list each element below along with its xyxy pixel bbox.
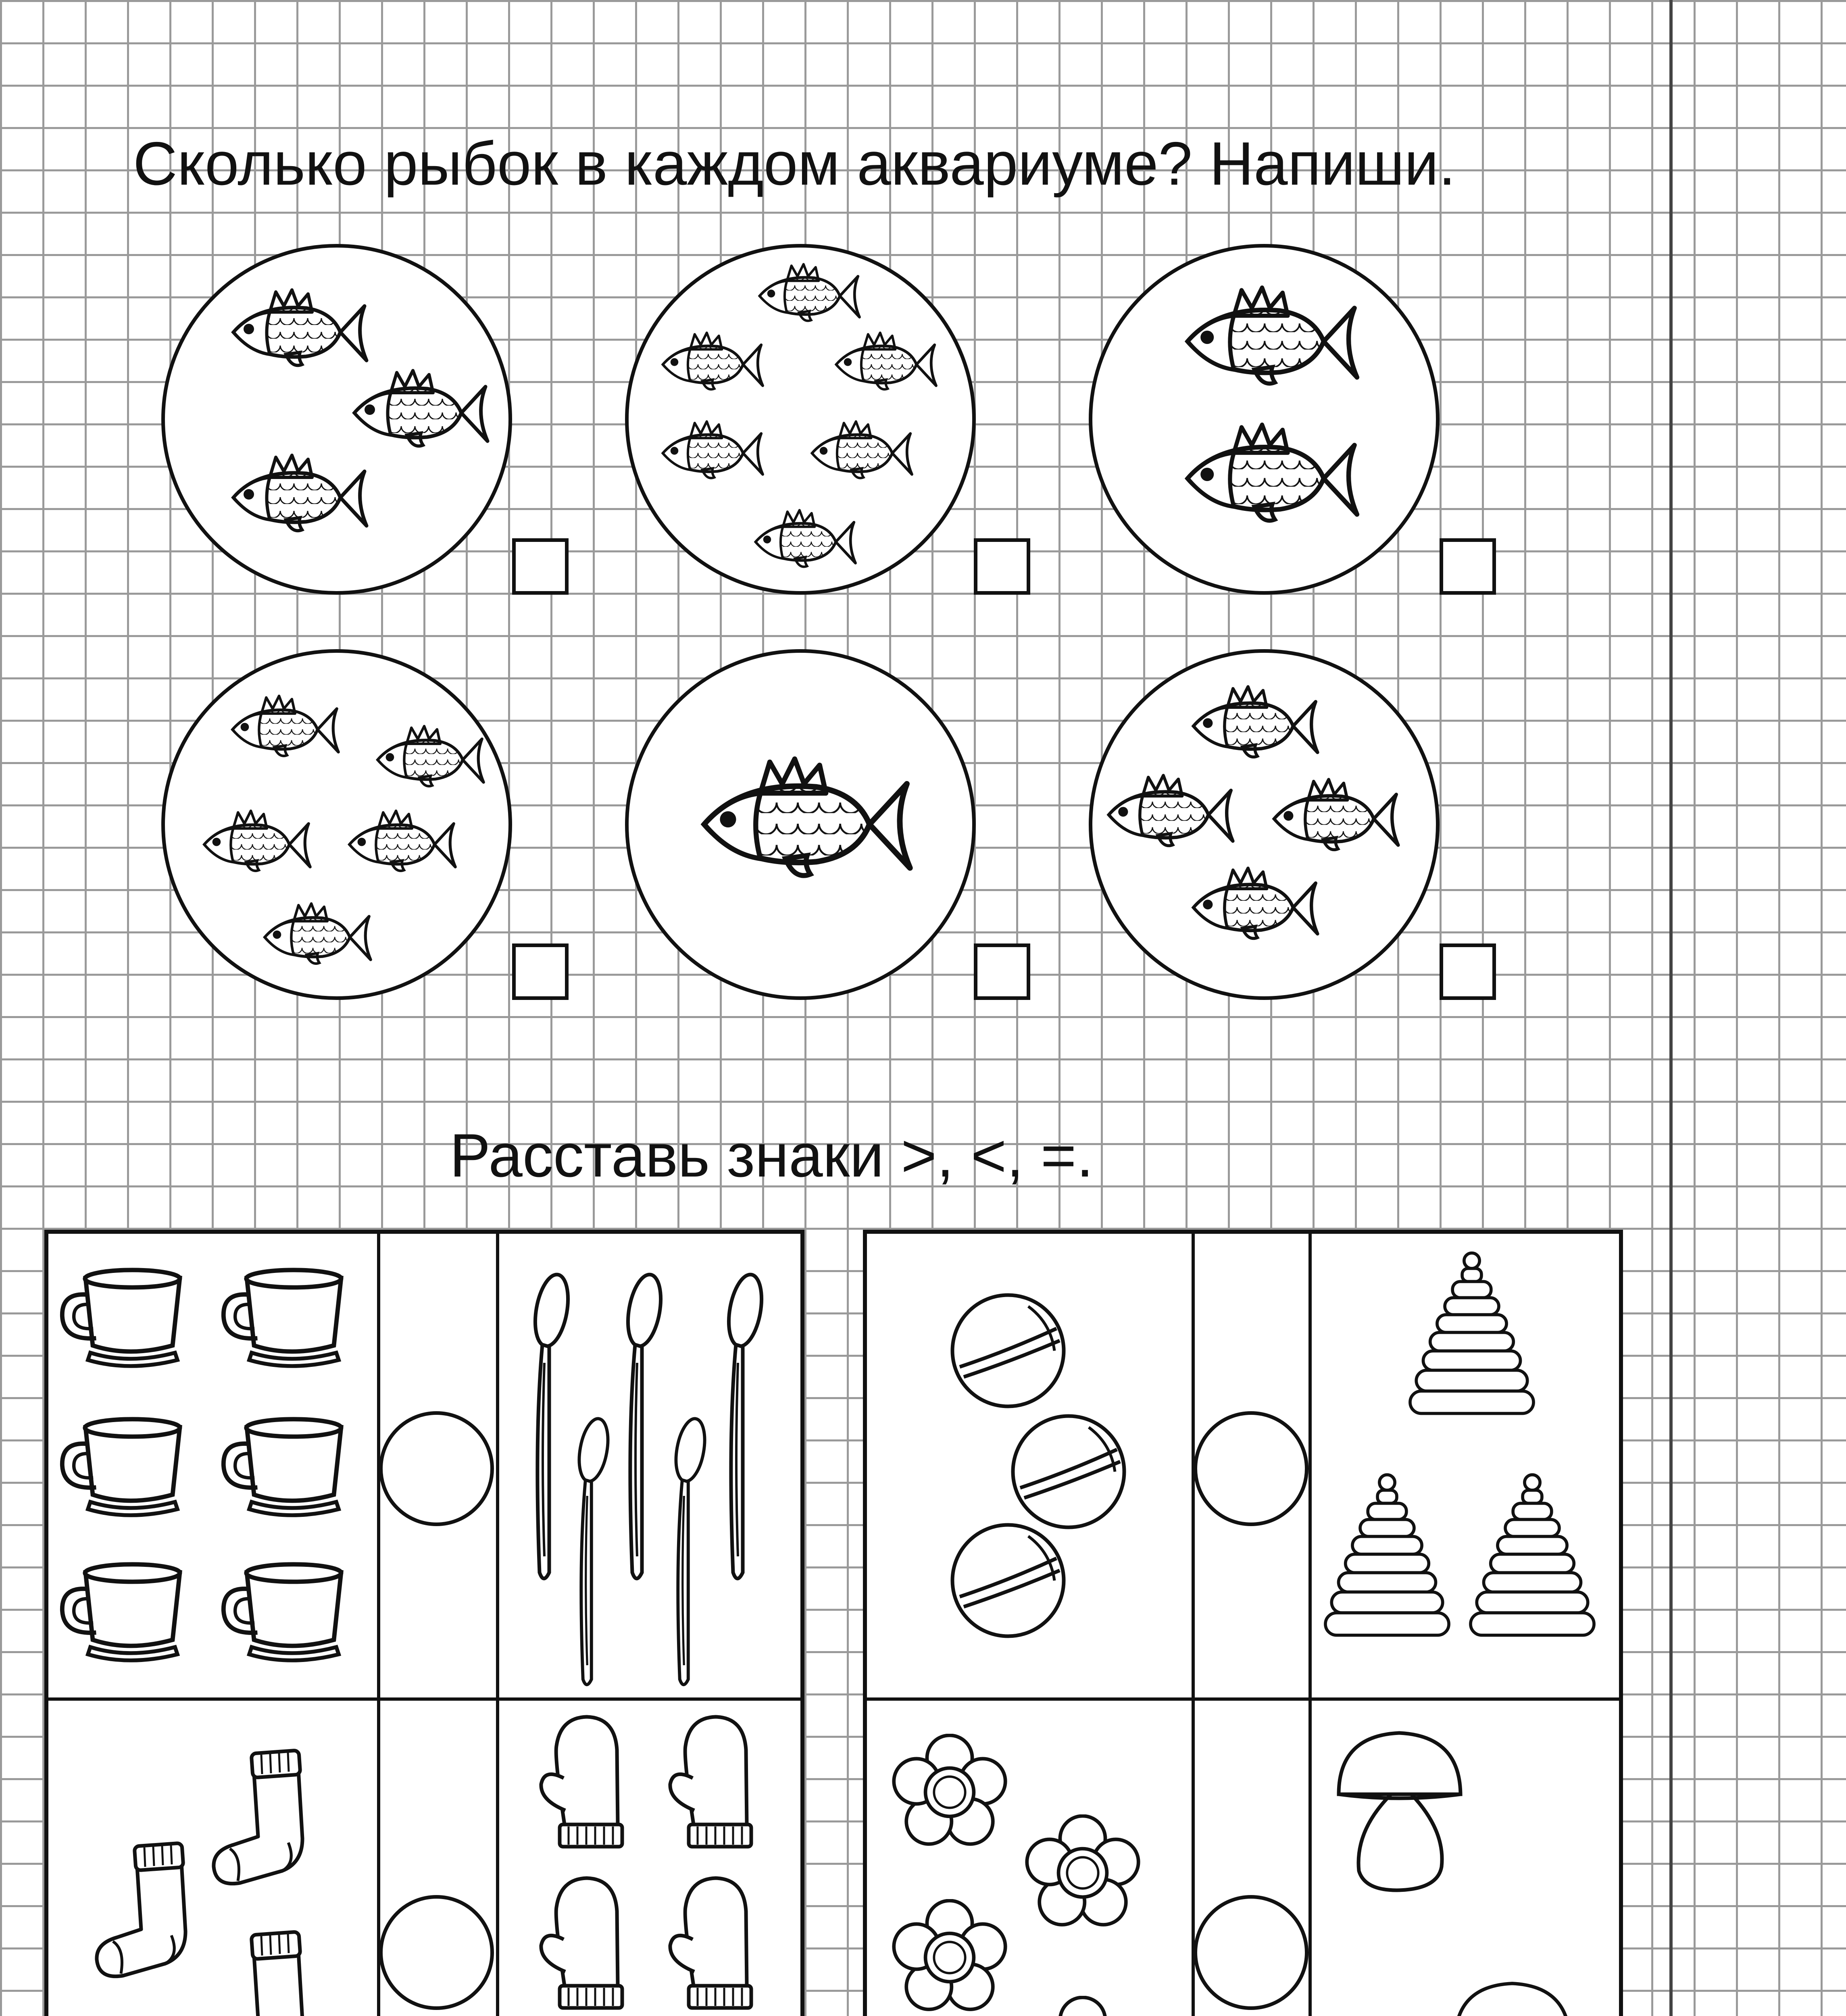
fish-icon [750, 506, 858, 572]
fish-count-answer-box[interactable] [1440, 538, 1496, 595]
mushroom-icon [1331, 1726, 1468, 1895]
fish-icon [225, 284, 371, 373]
pyramid-toy-icon [1403, 1250, 1540, 1427]
fish-icon [1266, 774, 1403, 856]
fish-icon [691, 750, 917, 887]
fish-icon [371, 721, 488, 792]
fish-icon [342, 806, 459, 877]
sock-icon [202, 1746, 323, 1891]
compare-sign-circle[interactable] [1194, 1895, 1308, 2010]
flower-icon [891, 1734, 1008, 1851]
aquarium-6 [1089, 649, 1440, 1000]
compare-table-right [863, 1230, 1623, 2016]
cup-icon [218, 1552, 363, 1669]
fish-icon [657, 417, 766, 483]
cup-icon [218, 1407, 363, 1524]
fish-icon [1185, 862, 1322, 945]
compare-task-title: Расставь знаки >, <, =. [450, 1121, 1094, 1190]
pyramid-toy-icon [1464, 1472, 1601, 1649]
flower-icon [891, 1899, 1008, 2016]
spoon-icon [665, 1411, 710, 1693]
cup-icon [56, 1258, 202, 1375]
aquarium-5 [625, 649, 976, 1000]
ball-icon [948, 1290, 1069, 1411]
compare-table-left [44, 1230, 804, 2016]
fish-count-answer-box[interactable] [1440, 943, 1496, 1000]
fish-icon [657, 328, 766, 395]
fish-icon [197, 806, 314, 877]
fish-count-answer-box[interactable] [512, 943, 569, 1000]
ball-icon [948, 1520, 1069, 1641]
fish-count-answer-box[interactable] [974, 943, 1030, 1000]
compare-sign-circle[interactable] [379, 1895, 494, 2010]
table-divider [48, 1697, 800, 1701]
pyramid-toy-icon [1319, 1472, 1456, 1649]
page-margin-line [1669, 0, 1673, 2016]
mitten-icon [532, 1710, 637, 1855]
fish-icon [346, 364, 492, 453]
fish-icon [225, 449, 371, 538]
fish-icon [258, 899, 375, 969]
spoon-icon [718, 1266, 766, 1589]
aquarium-4 [161, 649, 512, 1000]
spoon-icon [617, 1266, 665, 1589]
table-divider [377, 1234, 380, 2016]
sock-icon [85, 1839, 206, 1984]
aquarium-2 [625, 244, 976, 595]
fish-count-answer-box[interactable] [512, 538, 569, 595]
fish-icon [1177, 280, 1363, 393]
fish-icon [1100, 770, 1238, 852]
cup-icon [56, 1407, 202, 1524]
flower-icon [1024, 1814, 1141, 1931]
aquarium-3 [1089, 244, 1440, 595]
mitten-icon [532, 1871, 637, 2016]
fish-icon [806, 417, 915, 483]
fish-icon [225, 691, 342, 762]
aquarium-1 [161, 244, 512, 595]
compare-sign-circle[interactable] [1194, 1411, 1308, 1526]
table-divider [1308, 1234, 1312, 2016]
table-divider [1192, 1234, 1195, 2016]
cup-icon [218, 1258, 363, 1375]
sock-icon [202, 1927, 323, 2016]
table-divider [496, 1234, 499, 2016]
flower-icon [1024, 1996, 1141, 2016]
fish-icon [754, 260, 863, 326]
fish-icon [830, 328, 939, 395]
fish-icon [1185, 681, 1322, 764]
mushroom-icon [1448, 1976, 1577, 2016]
mitten-icon [661, 1871, 766, 2016]
spoon-icon [524, 1266, 573, 1589]
ball-icon [1008, 1411, 1129, 1532]
spoon-icon [569, 1411, 613, 1693]
mitten-icon [661, 1710, 766, 1855]
fish-icon [1177, 417, 1363, 530]
table-divider [867, 1697, 1619, 1701]
compare-sign-circle[interactable] [379, 1411, 494, 1526]
fish-count-answer-box[interactable] [974, 538, 1030, 595]
fish-task-title: Сколько рыбок в каждом аквариуме? Напиши. [133, 129, 1456, 198]
cup-icon [56, 1552, 202, 1669]
